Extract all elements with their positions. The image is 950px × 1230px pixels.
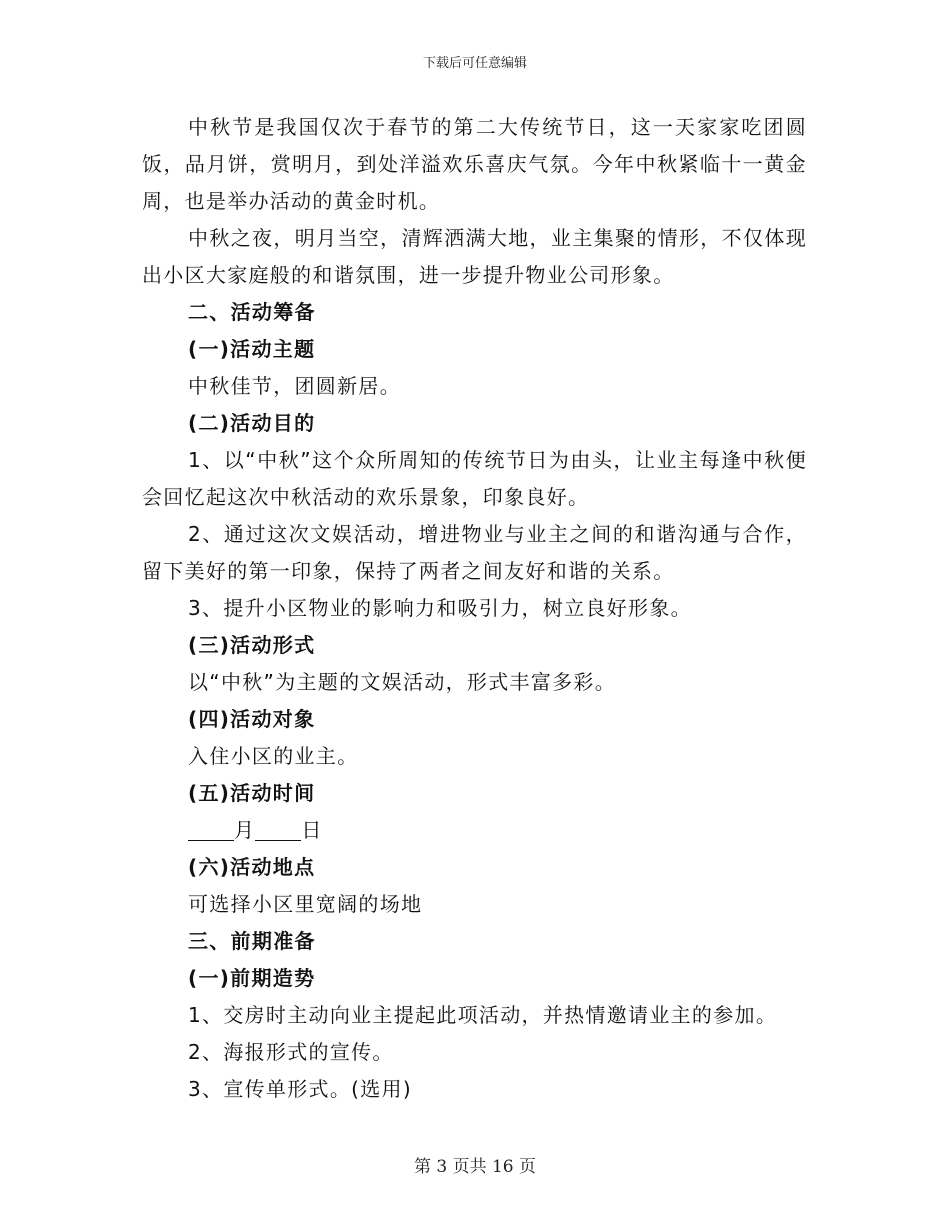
page-header: 下载后可任意编辑	[422, 56, 527, 71]
paragraph: 3、提升小区物业的影响力和吸引力，树立良好形象。	[188, 596, 692, 620]
paragraph: 中秋节是我国仅次于春节的第二大传统节日，这一天家家吃团圆饭，品月饼，赏明月，到处洋溢欢乐喜庆气氛。今年中秋紧临十一黄金周，也是举办活动的黄金时机。	[142, 115, 807, 213]
paragraph: 可选择小区里宽阔的场地	[188, 892, 423, 916]
date-line	[142, 812, 807, 849]
subsection-heading: (五)活动时间	[188, 781, 316, 805]
paragraph: 入住小区的业主。	[188, 744, 359, 768]
subsection-heading: (二)活动目的	[188, 411, 316, 435]
paragraph: 2、通过这次文娱活动，增进物业与业主之间的和谐沟通与合作，留下美好的第一印象，保持了两者之间友好和谐的关系。	[142, 522, 807, 583]
document-body	[142, 109, 807, 1108]
section-heading: 三、前期准备	[188, 929, 316, 953]
blank-month	[188, 818, 234, 841]
section-heading: 二、活动筹备	[188, 300, 316, 324]
month-label: 月	[234, 818, 256, 842]
subsection-heading: (一)活动主题	[188, 337, 316, 361]
subsection-heading: (四)活动对象	[188, 707, 316, 731]
paragraph: 1、以“中秋”这个众所周知的传统节日为由头，让业主每逢中秋便会回忆起这次中秋活动的欢乐景象，印象良好。	[142, 448, 807, 509]
paragraph: 中秋之夜，明月当空，清辉洒满大地，业主集聚的情形，不仅体现出小区大家庭般的和谐氛围，进一步提升物业公司形象。	[142, 226, 807, 287]
day-label: 日	[301, 818, 323, 842]
blank-day	[255, 818, 301, 841]
paragraph: 2、海报形式的宣传。	[188, 1040, 394, 1064]
subsection-heading: (三)活动形式	[188, 633, 316, 657]
paragraph: 中秋佳节，团圆新居。	[188, 374, 401, 398]
paragraph: 1、交房时主动向业主提起此项活动，并热情邀请业主的参加。	[188, 1003, 778, 1027]
page-footer: 第 3 页共 16 页	[413, 1157, 537, 1177]
subsection-heading: (六)活动地点	[188, 855, 316, 879]
paragraph: 以“中秋”为主题的文娱活动，形式丰富多彩。	[188, 670, 617, 694]
paragraph: 3、宣传单形式。(选用)	[188, 1077, 412, 1101]
subsection-heading: (一)前期造势	[188, 966, 316, 990]
